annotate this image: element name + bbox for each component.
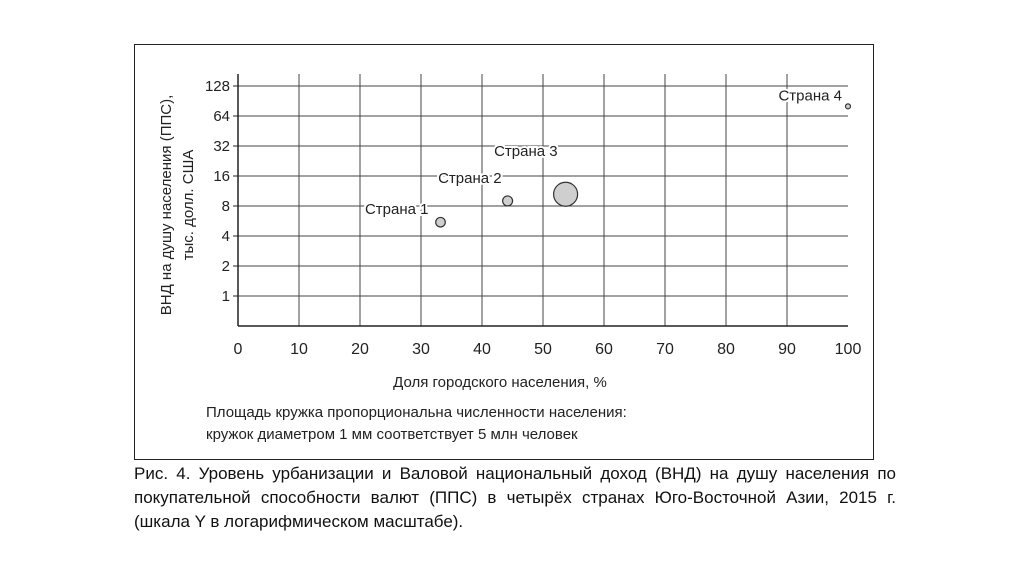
y-tick-label: 2: [221, 258, 230, 275]
y-tick-label: 1: [221, 288, 230, 305]
bubble-label: Страна 2: [438, 169, 502, 187]
x-axis-label: Доля городского населения, %: [393, 374, 607, 391]
x-tick-label: 40: [473, 341, 491, 358]
x-tick-label: 60: [595, 341, 613, 358]
bubble-point: [436, 217, 446, 227]
bubble-label: Страна 3: [494, 143, 558, 161]
y-tick-label: 32: [213, 138, 230, 155]
y-axis-label-line: тыс. долл. США: [180, 149, 197, 261]
x-tick-label: 80: [717, 341, 735, 358]
y-tick-label: 4: [221, 228, 230, 245]
bubble-label: Страна 1: [364, 201, 429, 219]
x-tick-label: 90: [778, 341, 796, 358]
y-tick-label: 8: [221, 198, 230, 215]
x-tick-label: 10: [290, 341, 308, 358]
note-line-2: кружок диаметром 1 мм соответствует 5 млн человек: [206, 426, 578, 443]
x-tick-label: 0: [233, 341, 243, 358]
y-tick-label: 128: [204, 78, 230, 95]
figure-caption: Рис. 4. Уровень урбанизации и Валовой национальный доход (ВНД) на душу населения по покупательной способности валют (ППС) в четырёх странах Юго-Восточной Азии, 2015 г. (шкала Y в логарифмическом масштабе).: [134, 464, 896, 531]
bubble-label: Страна 4: [778, 87, 842, 105]
x-tick-label: 70: [656, 341, 674, 358]
y-axis-label-line: ВНД на душу населения (ППС),: [158, 94, 175, 316]
y-tick-label: 16: [213, 168, 230, 185]
bubble-point: [846, 104, 851, 109]
bubble-point: [554, 182, 578, 206]
bubble-point: [503, 196, 513, 206]
note-line-1: Площадь кружка пропорциональна численности населения:: [206, 404, 627, 421]
x-tick-label: 100: [834, 341, 862, 358]
x-tick-label: 50: [534, 341, 552, 358]
y-tick-label: 64: [213, 108, 230, 125]
x-tick-label: 20: [351, 341, 369, 358]
x-tick-label: 30: [412, 341, 430, 358]
